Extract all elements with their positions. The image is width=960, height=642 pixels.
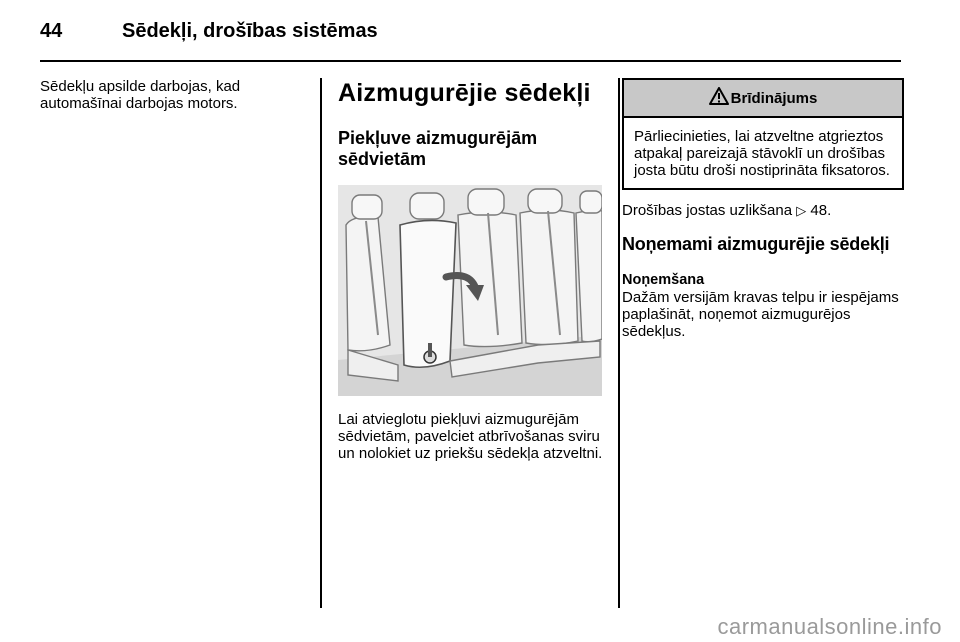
warning-body: Pārliecinieties, lai atzveltne atgrieztos atpakaļ pareizajā stāvoklī un drošības josta būtu droši nostiprināta fiksatoros. [634,128,890,179]
xref-page: 48. [810,202,832,219]
subsection-heading: Piekļuve aizmugurējām sēdvietām [338,128,538,169]
warning-header [624,80,902,118]
cross-reference[interactable] [622,202,904,219]
page-header [40,20,920,50]
sub-text: Dažām versijām kravas telpu ir iespējams paplašināt, noņemot aizmugurējos sēdekļus. [622,289,899,340]
reference-arrow-icon: ▷ [796,203,807,218]
column-1 [40,78,305,112]
page-number: 44 [40,20,63,42]
warning-title: Brīdinājums [730,89,818,107]
warning-box [622,78,904,190]
section-heading: Aizmugurējie sēdekļi [338,79,591,107]
figure-caption: Lai atvieglotu piekļuvi aizmugurējām sēdvietām, pavelciet atbrīvošanas sviru un nolokiet uz priekšu sēdekļa atzveltni. [338,411,603,462]
warning-triangle-icon [709,87,729,109]
column-3 [622,78,904,340]
column-divider [320,78,322,608]
column-2 [338,78,603,462]
rear-seat-release-illustration [338,185,602,396]
sub-heading: Noņemšana [622,272,705,288]
chapter-title: Sēdekļi, drošības sistēmas [122,20,378,42]
header-rule [40,60,901,62]
watermark: carmanualsonline.info [717,614,942,639]
body-text: Sēdekļu apsilde darbojas, kad automašīnai darbojas motors. [40,78,241,112]
section-title: Noņemami aizmugurējie sēdekļi [622,234,890,254]
xref-text: Drošības jostas uzlikšana [622,202,793,219]
column-divider [618,78,620,608]
